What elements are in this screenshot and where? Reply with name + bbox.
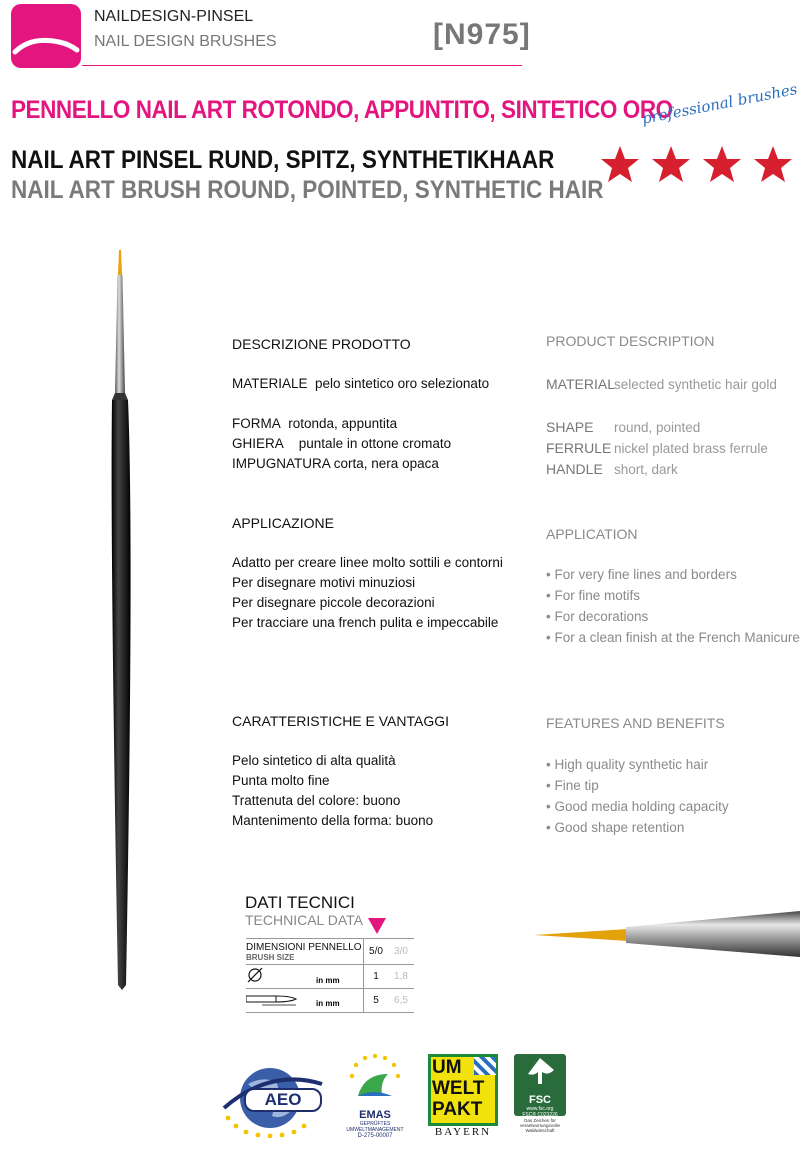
size-label: DIMENSIONI PENNELLO	[246, 941, 362, 953]
it-desc-title: DESCRIZIONE PRODOTTO	[232, 336, 411, 352]
list-item: • For very fine lines and borders	[546, 567, 737, 582]
it-app-title: APPLICAZIONE	[232, 515, 334, 531]
en-app-title: APPLICATION	[546, 526, 638, 542]
it-handle-key: IMPUGNATURA	[232, 456, 331, 471]
tech-table	[246, 938, 414, 1013]
diameter-icon	[246, 967, 316, 986]
it-ferrule-row	[232, 434, 489, 454]
aeo-label: AEO	[244, 1088, 322, 1112]
en-material-value: selected synthetic hair gold	[614, 377, 777, 392]
list-item: Per disegnare piccole decorazioni	[232, 595, 435, 610]
hair-length-icon	[246, 992, 316, 1009]
it-material-key: MATERIALE	[232, 376, 308, 391]
fsc-label: FSC	[529, 1094, 551, 1106]
length-unit: in mm	[316, 999, 340, 1008]
title-german: NAIL ART PINSEL RUND, SPITZ, SYNTHETIKHAAR	[11, 146, 555, 174]
brush-tip-closeup-image	[532, 905, 800, 961]
en-handle-value: short, dark	[614, 462, 678, 477]
header-divider	[82, 65, 522, 66]
list-item: Per disegnare motivi minuziosi	[232, 575, 416, 590]
en-handle-row	[546, 459, 777, 480]
size-value-inactive: 3/0	[388, 939, 414, 965]
star-icon	[702, 144, 742, 184]
selected-size-marker-icon	[367, 916, 387, 936]
it-ferrule-key: GHIERA	[232, 436, 284, 451]
fsc-logo	[514, 1054, 566, 1144]
list-item: Punta molto fine	[232, 773, 330, 788]
list-item: Mantenimento della forma: buono	[232, 813, 434, 828]
tech-subtitle: TECHNICAL DATA	[245, 912, 363, 928]
it-ferrule-value: puntale in ottone cromato	[298, 436, 452, 451]
diameter-unit: in mm	[316, 976, 340, 985]
header-line2: NAIL DESIGN BRUSHES	[94, 33, 277, 50]
en-handle-key: HANDLE	[546, 461, 603, 477]
length-value-active: 5	[364, 989, 389, 1013]
it-handle-value: corta, nera opaca	[333, 456, 439, 471]
umweltpakt-logo	[428, 1054, 498, 1138]
emas-sub1: GEPRÜFTES	[359, 1121, 391, 1127]
length-label-cell	[246, 989, 364, 1013]
star-icon	[600, 144, 640, 184]
en-shape-key: SHAPE	[546, 419, 594, 435]
en-ferrule-row	[546, 438, 777, 459]
size-sublabel: BRUSH SIZE	[246, 952, 295, 962]
diameter-value-active: 1	[364, 965, 389, 989]
it-material-value: pelo sintetico oro selezionato	[315, 376, 490, 391]
tech-title: DATI TECNICI	[245, 893, 355, 912]
en-material-row	[546, 374, 777, 395]
fsc-url: www.fsc.org	[526, 1106, 554, 1112]
umwelt-l1: UM	[432, 1057, 462, 1078]
emas-sub2: UMWELTMANAGEMENT	[346, 1127, 404, 1133]
bavaria-flag-icon	[474, 1057, 496, 1075]
star-icon	[753, 144, 793, 184]
list-item: • High quality synthetic hair	[546, 757, 709, 772]
emas-reg: D-275-00007	[357, 1133, 393, 1139]
en-shape-value: round, pointed	[614, 420, 701, 435]
star-icon	[651, 144, 691, 184]
list-item: • For a clean finish at the French Manicure	[546, 630, 800, 645]
list-item: • Good shape retention	[546, 820, 685, 835]
header-line1: NAILDESIGN-PINSEL	[94, 8, 254, 25]
fsc-note3: Waldwirtschaft	[525, 1128, 555, 1133]
en-ferrule-key: FERRULE	[546, 440, 612, 456]
en-ferrule-value: nickel plated brass ferrule	[614, 441, 768, 456]
list-item: Per tracciare una french pulita e impeccabile	[232, 615, 499, 630]
diameter-label-cell	[246, 965, 364, 989]
umwelt-l3: PAKT	[432, 1099, 483, 1120]
list-item: • For decorations	[546, 609, 649, 624]
diameter-value-inactive: 1,8	[388, 965, 414, 989]
en-material-key: MATERIAL	[546, 376, 615, 392]
en-shape-row	[546, 417, 777, 438]
umwelt-l2: WELT	[432, 1078, 485, 1099]
emas-logo	[344, 1052, 406, 1146]
table-row	[246, 989, 414, 1013]
fsc-tree-icon	[514, 1054, 566, 1090]
list-item: • Fine tip	[546, 778, 599, 793]
aeo-logo	[218, 1058, 330, 1138]
it-feat-title: CARATTERISTICHE E VANTAGGI	[232, 713, 450, 729]
table-row	[246, 939, 414, 965]
product-code: [N975]	[433, 18, 531, 51]
it-shape-key: FORMA	[232, 416, 281, 431]
brush-swoosh-icon	[11, 4, 81, 68]
list-item: • For fine motifs	[546, 588, 640, 603]
it-material-row	[232, 374, 489, 394]
brand-logo	[11, 4, 81, 68]
table-row	[246, 965, 414, 989]
it-handle-row	[232, 454, 489, 474]
fsc-code: FSC® C023226	[522, 1112, 558, 1118]
list-item: • Good media holding capacity	[546, 799, 729, 814]
it-shape-row	[232, 414, 489, 434]
size-value-active: 5/0	[364, 939, 389, 965]
list-item: Adatto per creare linee molto sottili e contorni	[232, 555, 503, 570]
en-desc-title: PRODUCT DESCRIPTION	[546, 333, 715, 349]
fsc-note2: verantwortungsvolle	[519, 1123, 561, 1128]
brush-vertical-image	[100, 245, 150, 995]
list-item: Pelo sintetico di alta qualità	[232, 753, 396, 768]
fsc-note1: Das Zeichen für	[524, 1118, 556, 1123]
en-feat-title: FEATURES AND BENEFITS	[546, 715, 725, 731]
length-value-inactive: 6,5	[388, 989, 414, 1013]
title-italian: PENNELLO NAIL ART ROTONDO, APPUNTITO, SINTETICO ORO	[11, 96, 673, 124]
title-english: NAIL ART BRUSH ROUND, POINTED, SYNTHETIC HAIR	[11, 176, 604, 204]
it-shape-value: rotonda, appuntita	[288, 416, 398, 431]
list-item: Trattenuta del colore: buono	[232, 793, 401, 808]
size-label-cell	[246, 939, 364, 965]
emas-label: EMAS	[359, 1109, 391, 1121]
umwelt-l4: BAYERN	[434, 1126, 492, 1138]
professional-badge: professional brushes	[640, 80, 799, 128]
